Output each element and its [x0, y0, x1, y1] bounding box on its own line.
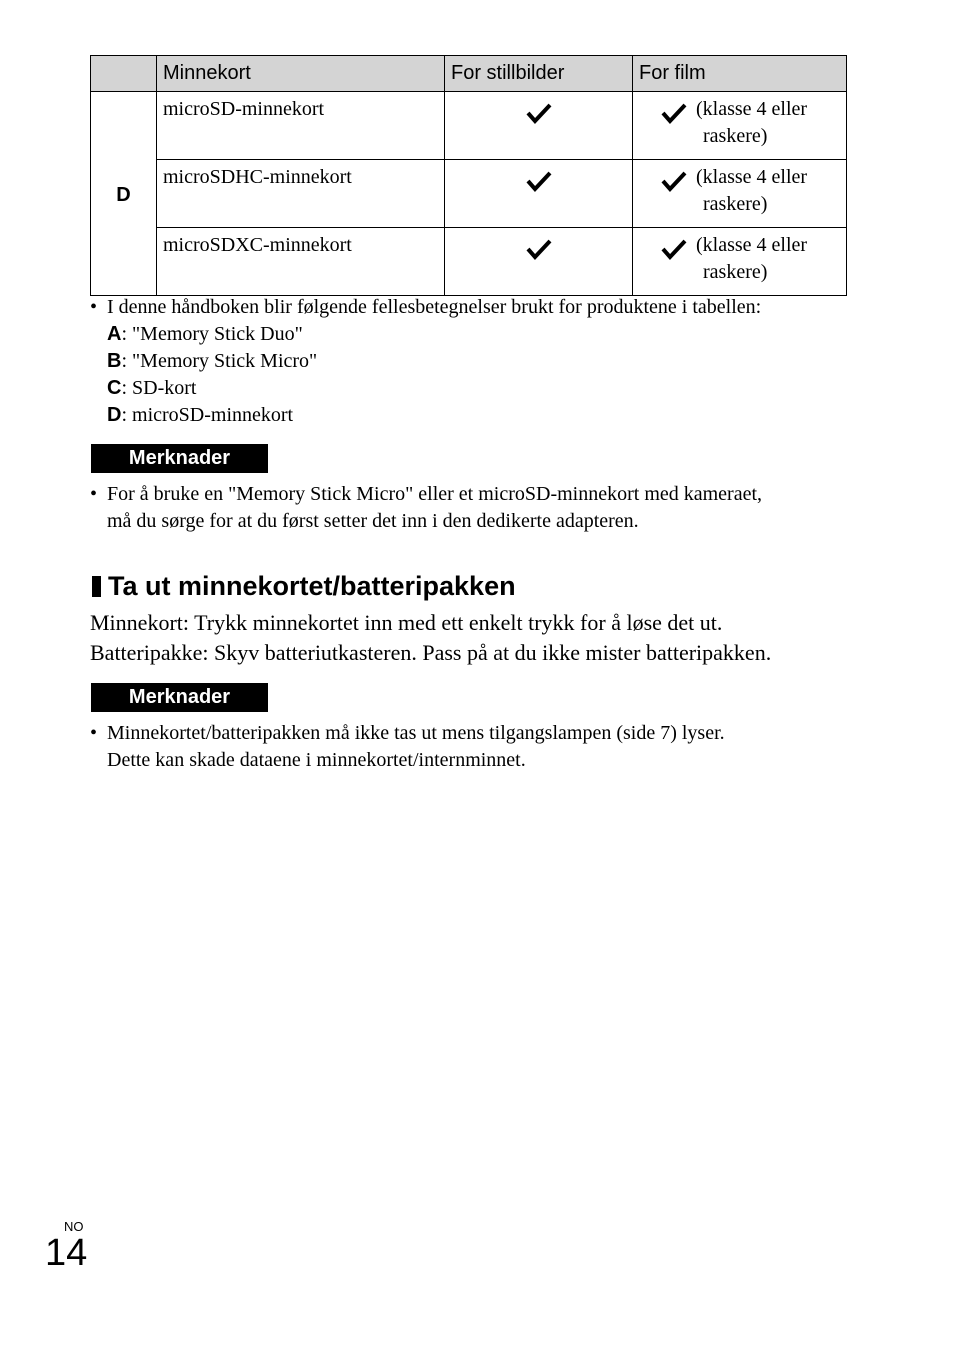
square-marker-icon [92, 576, 101, 597]
table-row [91, 228, 847, 296]
notes-label: Merknader [91, 444, 268, 473]
still-support-cell [445, 160, 633, 228]
card-name: microSD-minnekort [157, 92, 445, 160]
legend-item-b: B: "Memory Stick Micro" [107, 350, 318, 372]
film-support-cell [633, 92, 847, 160]
film-class-note-cont: raskere) [703, 193, 768, 215]
instruction-battery: Batteripakke: Skyv batteriutkasteren. Pass på at du ikke mister batteripakken. [90, 640, 772, 665]
checkmark-icon [661, 238, 687, 260]
legend-item-d: D: microSD-minnekort [107, 404, 294, 426]
table-row [91, 160, 847, 228]
checkmark-icon [661, 102, 687, 124]
notes-block [90, 720, 850, 774]
bullet-dot: • [90, 722, 98, 744]
header-group [91, 56, 157, 92]
table-header-row [91, 56, 847, 92]
notes-block [90, 481, 850, 535]
film-class-note-cont: raskere) [703, 125, 768, 147]
bullet-dot: • [90, 483, 98, 505]
still-support-cell [445, 228, 633, 296]
legend-block [90, 294, 850, 429]
header-movies: For film [633, 56, 847, 92]
film-class-note: (klasse 4 eller [696, 234, 808, 256]
film-class-note: (klasse 4 eller [696, 98, 808, 120]
film-class-note: (klasse 4 eller [696, 166, 808, 188]
checkmark-icon [526, 170, 552, 192]
section-heading [92, 570, 516, 602]
note-text-cont: må du sørge for at du først setter det inn i den dedikerte adapteren. [107, 510, 639, 532]
card-name: microSDXC-minnekort [157, 228, 445, 296]
checkmark-icon [661, 170, 687, 192]
group-label: D [91, 92, 157, 296]
legend-item-a: A: "Memory Stick Duo" [107, 323, 303, 345]
film-support-cell [633, 160, 847, 228]
note-text-cont: Dette kan skade dataene i minnekortet/internminnet. [107, 749, 526, 771]
table-row [91, 92, 847, 160]
page-number: 14 [45, 1232, 88, 1274]
section-title: Ta ut minnekortet/batteripakken [108, 571, 516, 601]
legend-item-c: C: SD-kort [107, 377, 197, 399]
legend-intro: I denne håndboken blir følgende fellesbetegnelser brukt for produktene i tabellen: [107, 296, 762, 318]
page-language: NO [64, 1219, 84, 1234]
header-still-images: For stillbilder [445, 56, 633, 92]
notes-label: Merknader [91, 683, 268, 712]
checkmark-icon [526, 238, 552, 260]
checkmark-icon [526, 102, 552, 124]
still-support-cell [445, 92, 633, 160]
note-text: Minnekortet/batteripakken må ikke tas ut mens tilgangslampen (side 7) lyser. [107, 722, 725, 744]
bullet-dot: • [90, 296, 98, 318]
memory-card-table [90, 55, 847, 296]
header-memory-card: Minnekort [157, 56, 445, 92]
card-name: microSDHC-minnekort [157, 160, 445, 228]
film-class-note-cont: raskere) [703, 261, 768, 283]
film-support-cell [633, 228, 847, 296]
note-text: For å bruke en "Memory Stick Micro" eller et microSD-minnekort med kameraet, [107, 483, 763, 505]
instruction-memory-card: Minnekort: Trykk minnekortet inn med ett enkelt trykk for å løse det ut. [90, 610, 723, 635]
